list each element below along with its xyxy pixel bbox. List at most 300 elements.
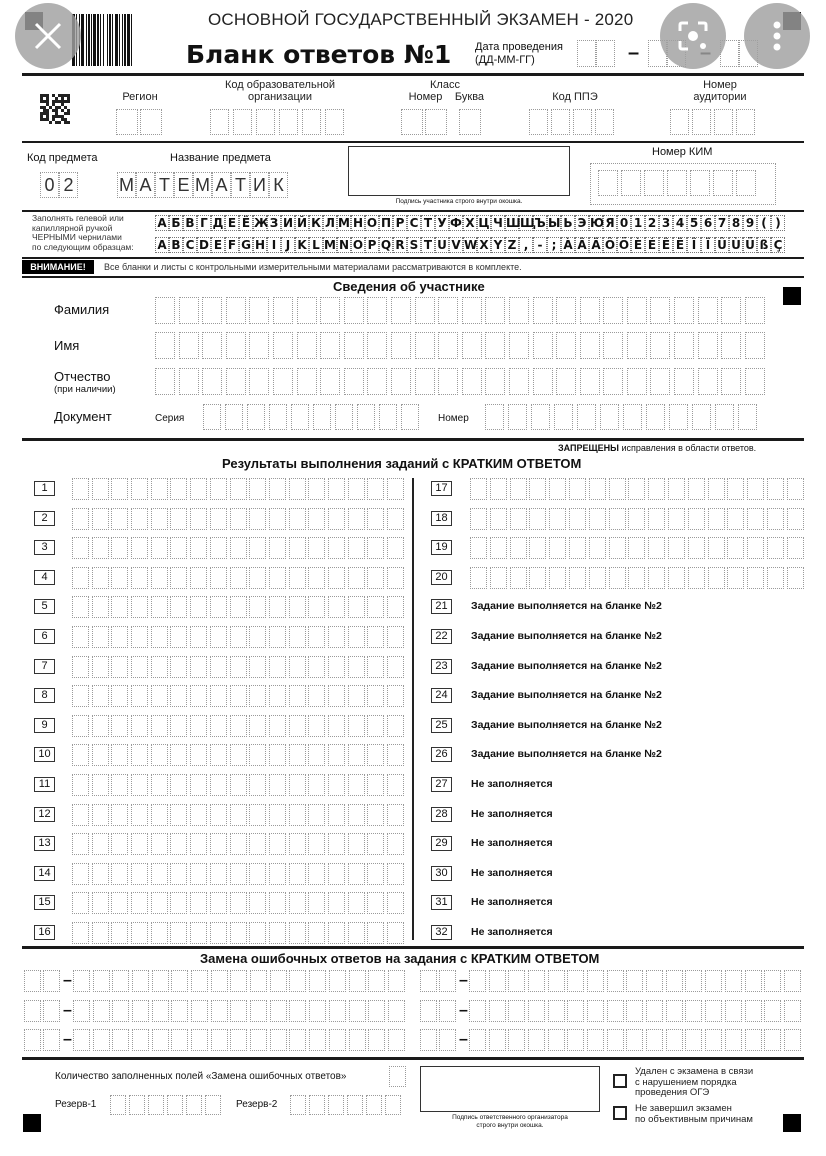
input-cell[interactable] [155,368,175,395]
answer-cell[interactable] [151,833,168,855]
input-cell[interactable] [226,297,246,324]
answer-cell[interactable] [367,863,384,885]
answer-cell[interactable] [367,744,384,766]
answer-cell[interactable] [328,922,345,944]
answer-cell[interactable] [210,863,227,885]
answer-input[interactable] [72,626,407,648]
answer-cell[interactable] [230,744,247,766]
answer-cell[interactable] [348,863,365,885]
answer-cell[interactable] [289,744,306,766]
answer-cell[interactable] [210,626,227,648]
input-cell[interactable] [764,1000,781,1022]
answer-input[interactable] [470,478,807,500]
answer-input[interactable] [72,863,407,885]
answer-cell[interactable] [92,478,109,500]
input-cell[interactable] [528,970,545,992]
answer-cell[interactable] [131,567,148,589]
answer-cell[interactable] [249,922,266,944]
answer-cell[interactable] [92,656,109,678]
more-options-button[interactable] [744,3,810,69]
answer-cell[interactable] [269,596,286,618]
answer-cell[interactable] [308,478,325,500]
input-cell[interactable] [554,404,573,430]
input-cell[interactable] [721,368,741,395]
answer-input[interactable] [72,715,407,737]
answer-cell[interactable] [688,478,705,500]
answer-cell[interactable] [470,537,487,559]
answer-cell[interactable] [348,774,365,796]
answer-cell[interactable] [708,537,725,559]
input-cell[interactable] [211,970,228,992]
subject-name-cell[interactable]: Е [174,172,193,198]
input-cell[interactable] [692,404,711,430]
answer-cell[interactable] [151,626,168,648]
input-cell[interactable] [202,297,222,324]
answer-cell[interactable] [210,508,227,530]
input-cell[interactable] [533,332,553,359]
answer-cell[interactable] [387,567,404,589]
answer-cell[interactable] [249,478,266,500]
surname-input[interactable] [155,297,768,324]
answer-cell[interactable] [230,892,247,914]
input-cell[interactable] [132,1029,149,1051]
input-cell[interactable] [666,1000,683,1022]
answer-input[interactable] [470,567,807,589]
input-cell[interactable] [191,1029,208,1051]
input-cell[interactable] [529,109,548,135]
answer-cell[interactable] [210,744,227,766]
input-cell[interactable] [171,970,188,992]
answer-cell[interactable] [72,685,89,707]
answer-cell[interactable] [387,478,404,500]
answer-cell[interactable] [308,774,325,796]
answer-cell[interactable] [269,892,286,914]
answer-cell[interactable] [170,478,187,500]
answer-cell[interactable] [230,478,247,500]
input-cell[interactable] [233,109,252,135]
answer-cell[interactable] [348,508,365,530]
answer-cell[interactable] [111,804,128,826]
answer-cell[interactable] [111,656,128,678]
input-cell[interactable] [713,170,733,196]
answer-cell[interactable] [367,537,384,559]
input-cell[interactable] [745,368,765,395]
answer-cell[interactable] [131,537,148,559]
input-cell[interactable] [171,1000,188,1022]
answer-cell[interactable] [92,508,109,530]
input-cell[interactable] [43,1000,60,1022]
answer-cell[interactable] [470,508,487,530]
answer-cell[interactable] [589,478,606,500]
answer-cell[interactable] [348,744,365,766]
input-cell[interactable] [43,970,60,992]
answer-cell[interactable] [72,804,89,826]
answer-cell[interactable] [348,567,365,589]
answer-cell[interactable] [688,537,705,559]
answer-cell[interactable] [249,892,266,914]
answer-input[interactable] [470,537,807,559]
answer-cell[interactable] [230,685,247,707]
input-cell[interactable] [152,970,169,992]
input-cell[interactable] [489,970,506,992]
input-cell[interactable] [270,1029,287,1051]
answer-cell[interactable] [308,508,325,530]
input-cell[interactable] [329,970,346,992]
answer-cell[interactable] [269,685,286,707]
kim-input[interactable] [590,163,776,205]
answer-cell[interactable] [131,744,148,766]
answer-cell[interactable] [747,567,764,589]
answer-cell[interactable] [190,685,207,707]
input-cell[interactable] [247,404,265,430]
class-letter-input[interactable] [459,109,481,135]
answer-cell[interactable] [688,508,705,530]
input-cell[interactable] [439,1000,456,1022]
answer-cell[interactable] [210,922,227,944]
input-cell[interactable] [567,1000,584,1022]
input-cell[interactable] [462,368,482,395]
input-cell[interactable] [273,297,293,324]
answer-cell[interactable] [289,715,306,737]
subject-name-cell[interactable]: А [212,172,231,198]
answer-cell[interactable] [111,715,128,737]
answer-cell[interactable] [529,537,546,559]
answer-cell[interactable] [308,833,325,855]
answer-cell[interactable] [589,567,606,589]
input-cell[interactable] [439,970,456,992]
answer-cell[interactable] [328,833,345,855]
patronymic-input[interactable] [155,368,768,395]
answer-cell[interactable] [111,478,128,500]
answer-cell[interactable] [348,626,365,648]
input-cell[interactable] [401,404,419,430]
answer-cell[interactable] [549,537,566,559]
input-cell[interactable] [685,1029,702,1051]
input-cell[interactable] [367,368,387,395]
document-number-input[interactable] [485,404,761,430]
input-cell[interactable] [580,297,600,324]
input-cell[interactable] [685,970,702,992]
answer-cell[interactable] [708,567,725,589]
answer-cell[interactable] [170,508,187,530]
input-cell[interactable] [43,1029,60,1051]
input-cell[interactable] [93,970,110,992]
input-cell[interactable] [784,1000,801,1022]
answer-cell[interactable] [249,537,266,559]
input-cell[interactable] [202,368,222,395]
input-cell[interactable] [650,297,670,324]
input-cell[interactable] [489,1000,506,1022]
input-cell[interactable] [167,1095,183,1115]
answer-cell[interactable] [92,892,109,914]
name-input[interactable] [155,332,768,359]
input-cell[interactable] [329,1000,346,1022]
answer-cell[interactable] [111,537,128,559]
answer-cell[interactable] [648,508,665,530]
answer-cell[interactable] [269,478,286,500]
input-cell[interactable] [587,1029,604,1051]
input-cell[interactable] [725,1029,742,1051]
answer-cell[interactable] [549,567,566,589]
answer-cell[interactable] [609,478,626,500]
input-cell[interactable] [329,1029,346,1051]
answer-cell[interactable] [72,656,89,678]
answer-cell[interactable] [210,892,227,914]
input-cell[interactable] [249,332,269,359]
input-cell[interactable] [152,1000,169,1022]
answer-cell[interactable] [387,715,404,737]
answer-input[interactable] [72,596,407,618]
answer-cell[interactable] [230,774,247,796]
answer-cell[interactable] [170,685,187,707]
answer-cell[interactable] [170,537,187,559]
answer-cell[interactable] [668,537,685,559]
input-cell[interactable] [309,1029,326,1051]
subject-name-cell[interactable]: Т [231,172,250,198]
answer-cell[interactable] [230,537,247,559]
answer-cell[interactable] [92,626,109,648]
input-cell[interactable] [698,332,718,359]
answer-cell[interactable] [131,596,148,618]
answer-cell[interactable] [190,567,207,589]
answer-cell[interactable] [131,892,148,914]
answer-cell[interactable] [490,508,507,530]
input-cell[interactable] [367,332,387,359]
answer-cell[interactable] [131,774,148,796]
answer-cell[interactable] [170,567,187,589]
answer-cell[interactable] [72,892,89,914]
input-cell[interactable] [784,970,801,992]
answer-cell[interactable] [269,833,286,855]
answer-cell[interactable] [230,508,247,530]
subject-name-input[interactable] [117,172,288,198]
input-cell[interactable] [469,1000,486,1022]
answer-cell[interactable] [289,656,306,678]
answer-cell[interactable] [230,833,247,855]
input-cell[interactable] [548,1029,565,1051]
input-cell[interactable] [270,970,287,992]
input-cell[interactable] [349,1000,366,1022]
answer-cell[interactable] [529,567,546,589]
answer-cell[interactable] [210,537,227,559]
input-cell[interactable] [249,297,269,324]
input-cell[interactable] [73,1029,90,1051]
input-cell[interactable] [587,1000,604,1022]
answer-cell[interactable] [131,508,148,530]
answer-cell[interactable] [289,478,306,500]
input-cell[interactable] [112,1029,129,1051]
answer-input[interactable] [72,892,407,914]
answer-cell[interactable] [269,567,286,589]
input-cell[interactable] [489,1029,506,1051]
answer-cell[interactable] [269,656,286,678]
replacement-answer-input[interactable] [469,1029,804,1051]
subject-code-cell[interactable]: 0 [40,172,59,198]
answer-cell[interactable] [367,833,384,855]
org-code-input[interactable] [210,109,348,135]
answer-cell[interactable] [328,685,345,707]
input-cell[interactable] [73,970,90,992]
answer-cell[interactable] [170,774,187,796]
answer-cell[interactable] [190,804,207,826]
answer-cell[interactable] [190,626,207,648]
answer-cell[interactable] [72,744,89,766]
input-cell[interactable] [669,404,688,430]
answer-cell[interactable] [210,833,227,855]
input-cell[interactable] [646,404,665,430]
input-cell[interactable] [685,1000,702,1022]
answer-cell[interactable] [289,596,306,618]
answer-cell[interactable] [328,626,345,648]
input-cell[interactable] [556,368,576,395]
answer-cell[interactable] [92,537,109,559]
answer-cell[interactable] [269,508,286,530]
input-cell[interactable] [598,170,618,196]
answer-cell[interactable] [708,478,725,500]
input-cell[interactable] [485,297,505,324]
removed-checkbox[interactable] [613,1074,627,1088]
answer-cell[interactable] [308,804,325,826]
input-cell[interactable] [485,368,505,395]
answer-cell[interactable] [230,715,247,737]
input-cell[interactable] [646,1000,663,1022]
answer-input[interactable] [470,508,807,530]
answer-cell[interactable] [170,626,187,648]
input-cell[interactable] [249,368,269,395]
answer-cell[interactable] [308,892,325,914]
answer-cell[interactable] [328,537,345,559]
answer-cell[interactable] [328,656,345,678]
input-cell[interactable] [279,109,298,135]
answer-cell[interactable] [269,715,286,737]
answer-cell[interactable] [92,685,109,707]
answer-cell[interactable] [348,537,365,559]
answer-cell[interactable] [569,478,586,500]
input-cell[interactable] [745,297,765,324]
input-cell[interactable] [132,970,149,992]
replacement-answer-input[interactable] [73,970,408,992]
input-cell[interactable] [420,1029,437,1051]
input-cell[interactable] [24,1000,41,1022]
participant-signature-box[interactable] [348,146,570,196]
answer-cell[interactable] [367,508,384,530]
input-cell[interactable] [462,332,482,359]
input-cell[interactable] [714,109,733,135]
answer-cell[interactable] [111,626,128,648]
date-day-input[interactable] [577,40,615,67]
answer-cell[interactable] [510,537,527,559]
input-cell[interactable] [715,404,734,430]
answer-cell[interactable] [151,596,168,618]
answer-cell[interactable] [367,626,384,648]
input-cell[interactable] [439,1029,456,1051]
input-cell[interactable] [548,970,565,992]
input-cell[interactable] [230,1000,247,1022]
answer-cell[interactable] [589,508,606,530]
input-cell[interactable] [379,404,397,430]
answer-cell[interactable] [249,626,266,648]
input-cell[interactable] [230,1029,247,1051]
answer-cell[interactable] [72,596,89,618]
answer-cell[interactable] [308,863,325,885]
subject-name-cell[interactable]: М [193,172,212,198]
answer-cell[interactable] [151,744,168,766]
input-cell[interactable] [368,1000,385,1022]
input-cell[interactable] [250,970,267,992]
answer-cell[interactable] [648,478,665,500]
answer-cell[interactable] [510,478,527,500]
answer-cell[interactable] [367,478,384,500]
input-cell[interactable] [603,297,623,324]
answer-cell[interactable] [190,478,207,500]
input-cell[interactable] [469,970,486,992]
answer-cell[interactable] [170,656,187,678]
input-cell[interactable] [211,1000,228,1022]
answer-cell[interactable] [230,863,247,885]
input-cell[interactable] [764,1029,781,1051]
input-cell[interactable] [587,970,604,992]
input-cell[interactable] [93,1029,110,1051]
input-cell[interactable] [171,1029,188,1051]
answer-cell[interactable] [529,478,546,500]
answer-input[interactable] [72,922,407,944]
replacement-answer-input[interactable] [73,1029,408,1051]
answer-cell[interactable] [668,508,685,530]
answer-cell[interactable] [131,478,148,500]
answer-cell[interactable] [170,833,187,855]
input-cell[interactable] [349,970,366,992]
answer-cell[interactable] [387,833,404,855]
input-cell[interactable] [344,368,364,395]
answer-cell[interactable] [367,892,384,914]
replacement-answer-input[interactable] [73,1000,408,1022]
input-cell[interactable] [132,1000,149,1022]
answer-cell[interactable] [72,774,89,796]
answer-cell[interactable] [249,656,266,678]
answer-cell[interactable] [589,537,606,559]
answer-cell[interactable] [767,478,784,500]
answer-cell[interactable] [348,804,365,826]
answer-cell[interactable] [131,656,148,678]
answer-cell[interactable] [111,892,128,914]
answer-cell[interactable] [767,508,784,530]
input-cell[interactable] [438,368,458,395]
answer-cell[interactable] [767,567,784,589]
answer-cell[interactable] [727,478,744,500]
answer-cell[interactable] [348,833,365,855]
answer-cell[interactable] [72,478,89,500]
answer-cell[interactable] [111,744,128,766]
answer-input[interactable] [72,833,407,855]
answer-cell[interactable] [111,922,128,944]
input-cell[interactable] [112,970,129,992]
input-cell[interactable] [226,332,246,359]
input-cell[interactable] [580,332,600,359]
answer-cell[interactable] [92,774,109,796]
input-cell[interactable] [24,970,41,992]
answer-cell[interactable] [269,922,286,944]
replacement-task-number-input[interactable] [420,1000,458,1022]
answer-cell[interactable] [131,863,148,885]
answer-cell[interactable] [470,478,487,500]
replacement-task-number-input[interactable] [420,1029,458,1051]
input-cell[interactable] [415,297,435,324]
answer-cell[interactable] [111,567,128,589]
answer-cell[interactable] [387,596,404,618]
input-cell[interactable] [650,332,670,359]
input-cell[interactable] [738,404,757,430]
input-cell[interactable] [595,109,614,135]
